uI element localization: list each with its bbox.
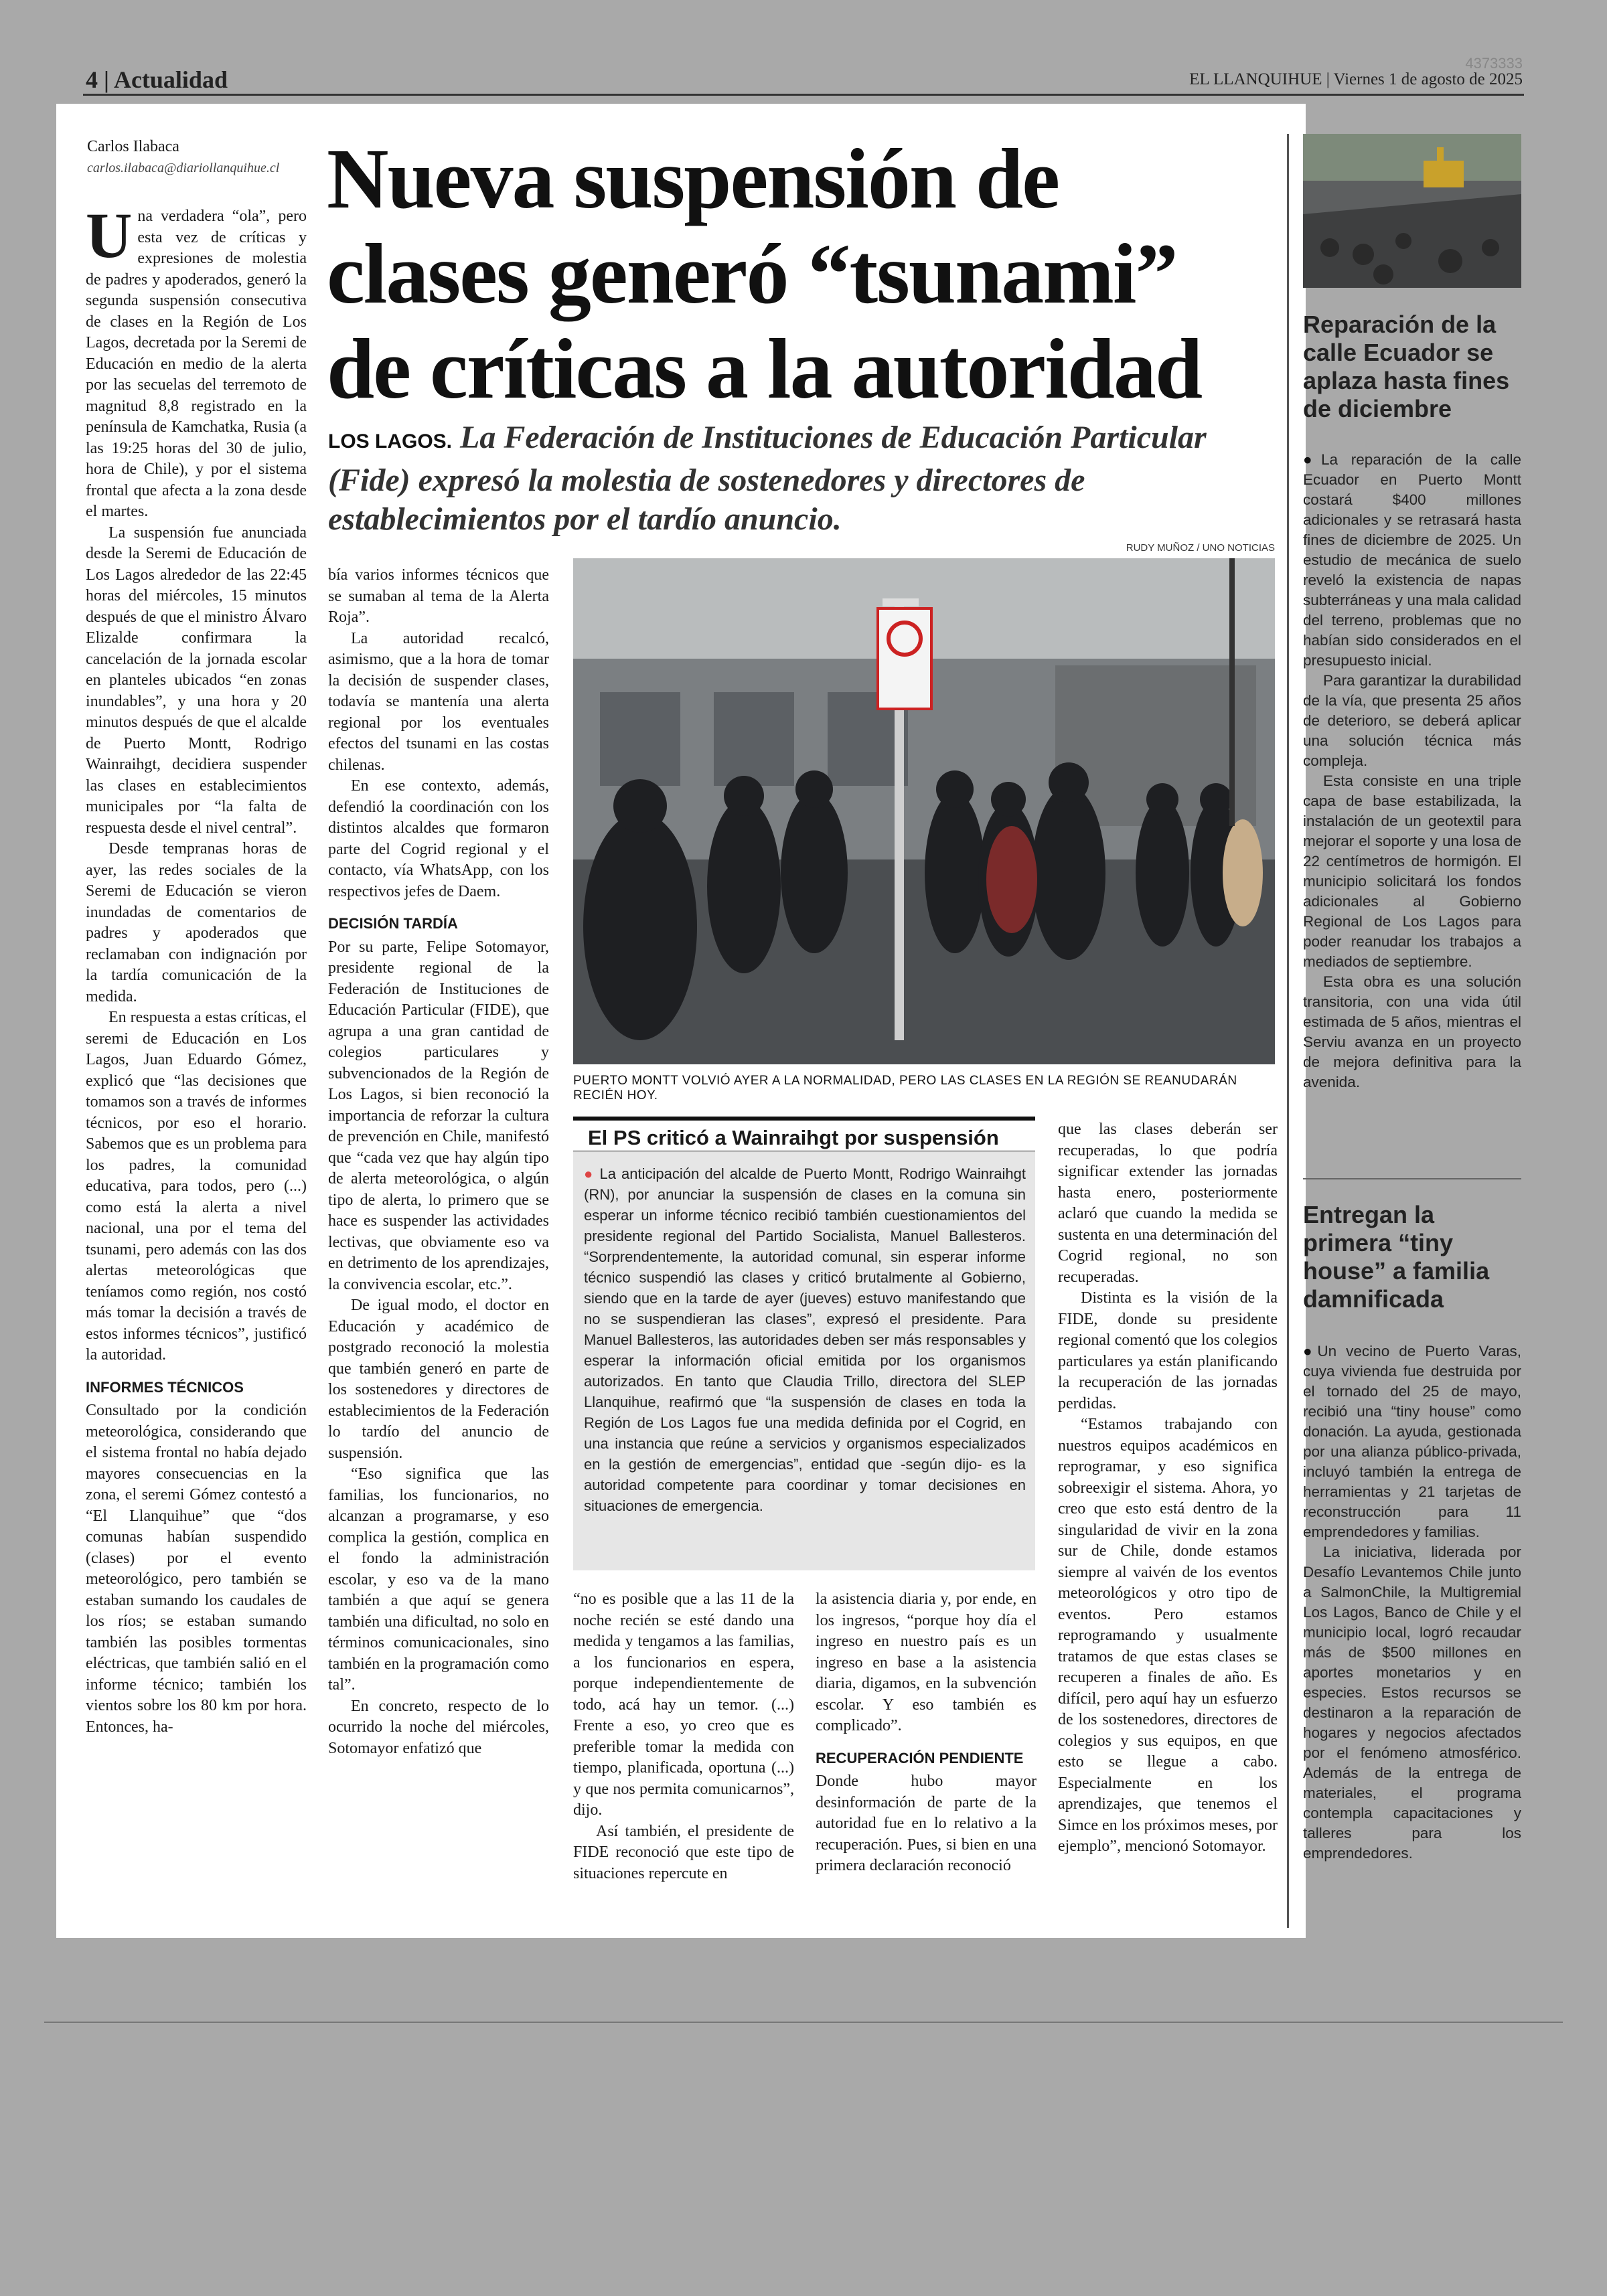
page-code: 4373333 bbox=[1465, 55, 1523, 72]
column-divider bbox=[1287, 134, 1289, 1928]
paragraph: “Eso significa que las familias, los funcionarios, no alcanzan a programarse, y eso complica la gestión, complica en el fondo la administración escolar, y eso va de la mano también a que aquí se genera también una dificultad, no solo en términos comunicacionales, sino también en la programación como tal”. bbox=[328, 1465, 549, 1694]
subheading: INFORMES TÉCNICOS bbox=[86, 1378, 244, 1396]
column-1 bbox=[86, 199, 307, 1738]
box-title: El PS criticó a Wainraihgt por suspensión bbox=[573, 1117, 1035, 1151]
paragraph: De igual modo, el doctor en Educación y académico de postgrado reconoció la molestia que también generó en parte de los sostenedores y directores de establecimientos de la Federación lo tardío del anuncio de suspensión. bbox=[328, 1297, 549, 1462]
paragraph: Así también, el presidente de FIDE reconoció que este tipo de situaciones repercute en bbox=[573, 1822, 794, 1882]
drop-cap: U bbox=[86, 199, 133, 271]
paragraph: “no es posible que a las 11 de la noche recién se esté dando una medida y tengamos a las familias, a los funcionarios en espera, porque independientemente de todo, acá hay un temor. (...) Frente a eso, yo creo que es preferible tomar la medida con tiempo, planificada, oportuna (...) y que nos permita comunicarnos”, dijo. bbox=[573, 1590, 794, 1819]
header-rule bbox=[83, 94, 1524, 96]
paragraph: Esta obra es una solución transitoria, con una vida útil estimada de 5 años, mientras el Serviu avanza en un proyecto de mejora definitiva para la avenida. bbox=[1303, 973, 1521, 1090]
sidebar-story-1 bbox=[1303, 450, 1521, 1092]
street-scene-image bbox=[573, 558, 1275, 1064]
paragraph: Desde tempranas horas de ayer, las redes sociales de la Seremi de Educación se vieron inundadas de comentarios de padres y apoderados que reclamaban con indignación por la tardía comunicación de la medida. bbox=[86, 840, 307, 1005]
sidebar-story-2-title: Entregan la primera “tiny house” a familia damnificada bbox=[1303, 1201, 1490, 1313]
paragraph: En respuesta a estas críticas, el seremi de Educación en Los Lagos, Juan Eduardo Gómez, explicó que “las decisiones que tomamos son a través de informes técnicos, por eso el horario. Sabemos que es un problema para los padres, la comunidad educativa, para todos, pero (...) como está la alerta a nivel nacional, una por el tema del tsunami, pero además con las dos alertas meteorológicas que teníamos como región, nos costó más tomar la decisión a través de estos informes técnicos”, justificó la autoridad. bbox=[86, 1009, 307, 1364]
roadwork-photo bbox=[1303, 134, 1521, 288]
paragraph: ●Un vecino de Puerto Varas, cuya vivienda fue destruida por el tornado del 25 de mayo, recibió una “tiny house” como donación. La ayuda, gestionada por una alianza público-privada, incluyó también la entrega de herramientas y 21 tarjetas de reconstrucción para 11 emprendedores y familias. bbox=[1303, 1343, 1521, 1540]
deck-lead: LOS LAGOS. bbox=[328, 430, 453, 453]
headline: Nueva suspensión de clases generó “tsunami” de críticas a la autoridad bbox=[327, 131, 1202, 416]
paragraph: Para garantizar la durabilidad de la vía, que presenta 25 años de deterioro, se deberá aplicar una solución técnica más compleja. bbox=[1303, 672, 1521, 769]
author-name: Carlos Ilabaca bbox=[87, 138, 179, 155]
sidebar-story-1-title: Reparación de la calle Ecuador se aplaza hasta fines de diciembre bbox=[1303, 311, 1510, 422]
paragraph: bía varios informes técnicos que se sumaban al tema de la Alerta Roja”. bbox=[328, 566, 549, 626]
roadwork-image bbox=[1303, 134, 1521, 288]
paragraph: na verdadera “ola”, pero esta vez de críticas y expresiones de molestia de padres y apoderados, generó la segunda suspensión consecutiva de clases en la Región de Los Lagos, decretada por la Seremi de Educación en medio de la alerta por las secuelas del terremoto de magnitud 8,8 registrado en la península de Kamchatka, Rusia (a las 19:25 horas del 30 de julio, hora de Chile), y por el sistema frontal que afecta a la zona desde el martes. bbox=[86, 208, 307, 520]
column-4 bbox=[816, 1589, 1037, 1877]
paragraph: En concreto, respecto de lo ocurrido la noche del miércoles, Sotomayor enfatizó que bbox=[328, 1697, 549, 1757]
deck bbox=[328, 418, 1279, 539]
box-body: La anticipación del alcalde de Puerto Montt, Rodrigo Wainraihgt (RN), por anunciar la suspensión de clases en la comuna sin esperar un informe técnico recibió también cuestionamientos del presidente regional del Partido Socialista, Manuel Ballesteros. “Sorprendentemente, la autoridad comunal, sin esperar informe técnico suspendió las clases y criticó brutalmente al Gobierno, siendo que en la tarde de ayer (jueves) estuvo manifestando que no se suspendieran las clases”, expresó el presidente. Para Manuel Ballesteros, las autoridades deben ser más responsables y esperar la información oficial emitida por los organismos autorizados. En tanto que Claudia Trillo, directora del SLEP Llanquihue, reafirmó que “la suspensión de clases en toda la Región de Los Lagos fue una medida definida por el Cogrid, en una instancia que reúne a servicios y organismos especializados en la gestión de emergencias”, entidad que -según dijo- es la autoridad competente para coordinar y tomar decisiones en situaciones de emergencia. bbox=[584, 1165, 1026, 1514]
sidebar-story-2 bbox=[1303, 1341, 1521, 1864]
paragraph: Por su parte, Felipe Sotomayor, presidente regional de la Federación de Instituciones de Educación Particular (FIDE), que agrupa a una gran cantidad de colegios particulares y subvencionados de la Región de Los Lagos, si bien reconoció la importancia de reforzar la cultura de prevención en Chile, manifestó que “cada vez que hay algún tipo de alerta meteorológica, o algún tipo de alerta, lo primero que se hace es suspender las actividades lectivas, que obviamente eso va en detrimento de los aprendizajes, la convivencia escolar, etc.”. bbox=[328, 938, 549, 1293]
paragraph: Consultado por la condición meteorológica, considerando que el sistema frontal no había dejado mayores consecuencias en la zona, el seremi Gómez contestó a “El Llanquihue” que “dos comunas habían suspendido (clases) por el evento meteorológico, pero también se estaban sumando los caudales de los ríos; se estaban sumando también las posibles tormentas eléctricas, que también salió en el informe técnico; también los vientos sobre los 80 km por hora. Entonces, ha- bbox=[86, 1402, 307, 1736]
street-photo bbox=[573, 558, 1275, 1064]
paragraph: ●La reparación de la calle Ecuador en Puerto Montt costará $400 millones adicionales y se retrasará hasta fines de diciembre de 2025. Un estudio de mecánica de suelo reveló la existencia de napas subterráneas y una mala calidad del terreno, problemas que no habían sido considerados en el presupuesto inicial. bbox=[1303, 451, 1521, 669]
bullet-icon: ● bbox=[1303, 451, 1322, 468]
photo-credit: RUDY MUÑOZ / UNO NOTICIAS bbox=[1126, 542, 1275, 554]
paragraph: que las clases deberán ser recuperadas, lo que podría significar extender las jornadas hasta enero, posteriormente aclaró que cuando la medida se sustenta en una determinación del Cogrid regional, no son recuperadas. bbox=[1058, 1121, 1278, 1286]
column-5 bbox=[1058, 1119, 1278, 1858]
paragraph: la asistencia diaria y, por ende, en los ingresos, “porque hoy día el ingreso en nuestro país es un ingreso en base a la asistencia diaria, digamos, en la subvención escolar. Y eso también es complicado”. bbox=[816, 1590, 1037, 1734]
author-email[interactable]: carlos.ilabaca@diariollanquihue.cl bbox=[87, 161, 280, 175]
paragraph: La iniciativa, liderada por Desafío Levantemos Chile junto a SalmonChile, la Multigremial Los Lagos, Banco de Chile y el municipio local, logró recaudar más de $500 millones en aportes monetarios y en especies. Estos recursos se destinaron a la reparación de hogares y negocios afectados por el fenómeno atmosférico. Además de la entrega de materiales, el programa contempla capacitaciones y talleres para los emprendedores. bbox=[1303, 1544, 1521, 1862]
paragraph: Esta consiste en una triple capa de base estabilizada, la instalación de un geotextil para mejorar el soporte y una losa de 22 centímetros de hormigón. El municipio solicitará los fondos adicionales al Gobierno Regional de Los Lagos para poder reanudar los trabajos a mediados de septiembre. bbox=[1303, 772, 1521, 970]
paragraph: Distinta es la visión de la FIDE, donde su presidente regional comentó que los colegios particulares ya están planificando la recuperación de las jornadas perdidas. bbox=[1058, 1289, 1278, 1412]
bullet-icon: ● bbox=[584, 1165, 595, 1182]
box-text bbox=[584, 1163, 1026, 1516]
bottom-rule bbox=[44, 2022, 1563, 2023]
page-section: 4 | Actualidad bbox=[86, 66, 228, 93]
paragraph: La suspensión fue anunciada desde la Seremi de Educación de Los Lagos alrededor de las 22:45 horas del miércoles, 15 minutos después de que el ministro Álvaro Elizalde confirmara la cancelación de la jornada escolar en planteles ubicados “en zonas inundables”, y una hora y 20 minutos después de que el alcalde de Puerto Montt, Rodrigo Wainraihgt, decidiera suspender las clases en establecimientos municipales por “la falta de respuesta desde el nivel central”. bbox=[86, 523, 307, 837]
deck-text: La Federación de Instituciones de Educación Particular (Fide) expresó la molestia de sostenedores y directores de establecimientos por el tardío anuncio. bbox=[328, 420, 1207, 537]
column-2 bbox=[328, 565, 549, 1759]
sidebar-divider bbox=[1303, 1178, 1521, 1179]
column-3 bbox=[573, 1589, 794, 1884]
subheading: RECUPERACIÓN PENDIENTE bbox=[816, 1749, 1024, 1767]
subheading: DECISIÓN TARDÍA bbox=[328, 915, 458, 932]
paragraph: Donde hubo mayor desinformación de parte de la autoridad fue en lo relativo a la recuperación. Pues, si bien en una primera declaración reconoció bbox=[816, 1773, 1037, 1874]
photo-caption: PUERTO MONTT VOLVIÓ AYER A LA NORMALIDAD, PERO LAS CLASES EN LA REGIÓN SE REANUDARÁN RECIÉN HOY. bbox=[573, 1074, 1237, 1102]
paragraph: En ese contexto, además, defendió la coordinación con los distintos alcaldes que formaron parte del Cogrid regional y el contacto, vía WhatsApp, con los respectivos jefes de Daem. bbox=[328, 777, 549, 900]
paragraph: La autoridad recalcó, asimismo, que a la hora de tomar la decisión de suspender clases, todavía se mantenía una alerta regional por los eventuales efectos del tsunami en las costas chilenas. bbox=[328, 629, 549, 774]
paper-date: EL LLANQUIHUE | Viernes 1 de agosto de 2025 bbox=[1189, 70, 1523, 88]
bullet-icon: ● bbox=[1303, 1343, 1318, 1360]
paragraph: “Estamos trabajando con nuestros equipos académicos en reprogramar, y eso significa sobreexigir el sistema. Ahora, yo creo que esto está dentro de la singularidad de vivir en la zona sur de Chile, donde estamos siempre al vaivén de los eventos meteorológicos y otro tipo de eventos. Pero estamos reprogramando y usualmente tratamos de que estas clases se recuperen a finales de año. Es difícil, pero aquí hay un esfuerzo de los sostenedores, directores de colegios y sus equipos, en que esto se llegue a cabo. Especialmente en los aprendizajes, que tenemos el Simce en los próximos meses, por ejemplo”, mencionó Sotomayor. bbox=[1058, 1416, 1278, 1855]
